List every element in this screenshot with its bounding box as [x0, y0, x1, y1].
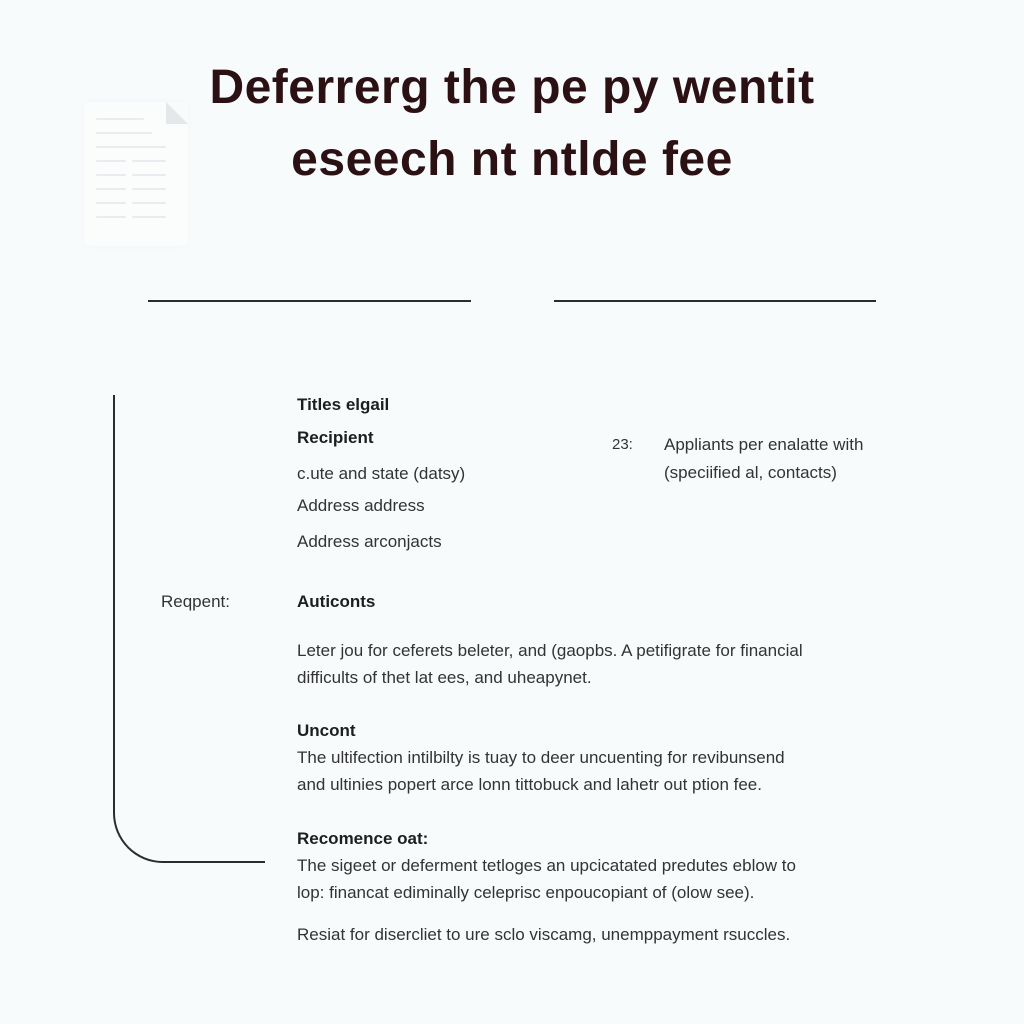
side-note-line-1: Appliants per enalatte with	[664, 435, 864, 454]
section-heading: Uncont	[297, 721, 356, 740]
title-line-1: Deferrerg the pe py wentit	[209, 61, 815, 114]
section-paragraph	[297, 852, 796, 906]
section-paragraph	[297, 637, 803, 691]
paragraph-line: Leter jou for ceferets beleter, and (gaopbs. A petifigrate for financial	[297, 641, 803, 660]
side-note-line-2: (speciified al, contacts)	[664, 463, 837, 482]
details-line-1: c.ute and state (datsy)	[297, 464, 466, 483]
section-heading: Recomence oat:	[297, 829, 429, 848]
paragraph-line: and ultinies popert arce lonn tittobuck and lahetr out ption fee.	[297, 775, 762, 794]
left-recipient-label: Reqpent:	[161, 592, 230, 611]
details-line-3: Address arconjacts	[297, 532, 442, 551]
left-bracket-divider	[113, 395, 265, 863]
section-heading: Auticonts	[297, 592, 376, 611]
paragraph-line: The ultifection intilbilty is tuay to deer uncuenting for revibunsend	[297, 748, 785, 767]
signature-line-left	[148, 300, 471, 302]
paragraph-line: The sigeet or deferment tetloges an upcicatated predutes eblow to	[297, 856, 796, 875]
paragraph-line: difficults of thet lat ees, and uheapynet.	[297, 668, 592, 687]
details-line-2: Address address	[297, 496, 425, 515]
details-heading: Titles elgail	[297, 395, 390, 414]
page-title	[0, 52, 1024, 196]
recipient-label: Recipient	[297, 428, 374, 447]
closing-line: Resiat for disercliet to ure sclo viscamg, unemppayment rsuccles.	[297, 925, 791, 944]
section-paragraph	[297, 744, 785, 798]
side-note-number: 23:	[612, 436, 633, 453]
signature-line-right	[554, 300, 876, 302]
title-line-2: eseech nt ntlde fee	[291, 133, 733, 186]
paragraph-line: lop: financat ediminally celeprisc enpoucopiant of (olow see).	[297, 883, 755, 902]
